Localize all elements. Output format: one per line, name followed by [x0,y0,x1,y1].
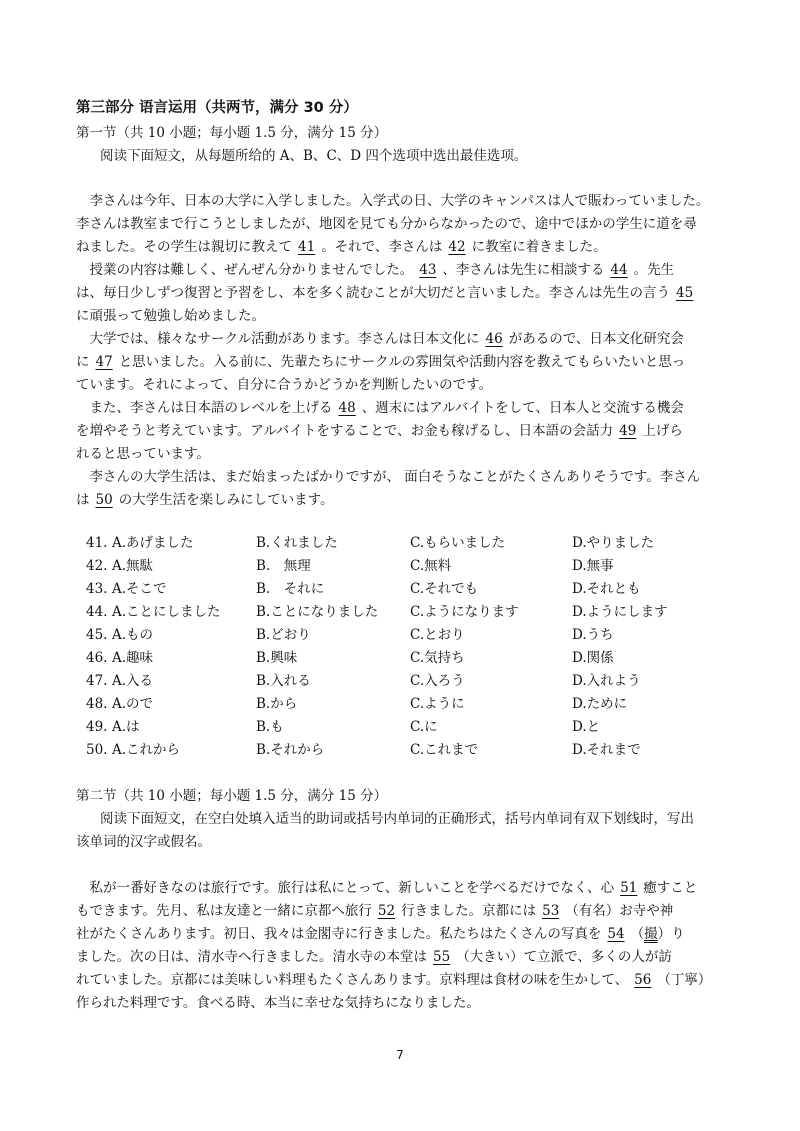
option-a[interactable]: A.無駄 [112,558,154,574]
option-b[interactable]: B.それから [256,742,325,758]
option-d[interactable]: D.無事 [572,558,614,574]
question-number: 42. [86,558,108,574]
passage1-line: 李さんの大学生活は、まだ始まったばかりですが、 面白そうなことがたくさんありそうです。李さん [89,469,701,485]
option-b[interactable]: B. それに [256,581,325,597]
passage1-line: 授業の内容は難しく、ぜんぜん分かりませんでした。 43 、李さんは先生に相談する 44 。先生 [89,262,675,278]
option-row-50 [76,740,716,760]
blank-43[interactable]: 43 [419,262,437,278]
option-b[interactable]: B.ことになりました [256,604,379,620]
blank-52[interactable]: 52 [377,903,396,919]
passage2-line: 作られた料理です。食べる時、本当に幸せな気持ちになりました。 [76,995,480,1011]
option-row-42 [76,556,716,576]
question-number: 47. [86,673,108,689]
option-a[interactable]: A.は [112,719,140,735]
option-a[interactable]: A.もの [112,627,154,643]
option-a[interactable]: A.趣味 [112,650,154,666]
passage1-line: 李さんは教室まで行こうとしましたが、地図を見ても分からなかったので、途中でほかの学生に道を尋 [76,216,697,232]
option-c[interactable]: C.もらいました [410,535,506,551]
option-b[interactable]: B.興味 [256,650,298,666]
blank-54[interactable]: 54 [607,926,625,942]
option-c[interactable]: C.とおり [410,627,465,643]
question-number: 45. [86,627,108,643]
option-row-47 [76,671,716,691]
part2-header: 第二节（共 10 小题；每小题 1.5 分，满分 15 分） [76,788,388,804]
question-number: 46. [86,650,108,666]
option-c[interactable]: C.ようになります [410,604,519,620]
option-d[interactable]: D.関係 [572,650,614,666]
option-row-46 [76,648,716,668]
option-d[interactable]: D.うち [572,627,614,643]
passage1-line: は 50 の大学生活を楽しみにしています。 [76,492,334,508]
option-c[interactable]: C.これまで [410,742,479,758]
passage1-line: 李さんは今年、日本の大学に入学しました。入学式の日、大学のキャンパスは人で賑わっていました。 [89,193,710,209]
option-c[interactable]: C.入ろう [410,673,465,689]
option-row-44 [76,602,716,622]
blank-55[interactable]: 55 [433,949,451,965]
part1-header: 第一节（共 10 小题；每小题 1.5 分，满分 15 分） [76,125,388,141]
part2-instruction: 阅读下面短文，在空白处填入适当的助词或括号内单词的正确形式，括号内单词有双下划线时，写出 [100,811,694,827]
option-a[interactable]: A.あげました [112,535,194,551]
passage1-line: ねました。その学生は親切に教えて 41 。それで、李さんは 42 に教室に着きました。 [76,239,607,255]
blank-50[interactable]: 50 [95,492,113,508]
option-b[interactable]: B.くれました [256,535,338,551]
option-d[interactable]: D.それまで [572,742,641,758]
blank-51[interactable]: 51 [620,880,638,896]
option-row-41 [76,533,716,553]
option-row-48 [76,694,716,714]
section-title: 第三部分 语言运用（共两节，满分 30 分） [76,100,358,116]
option-c[interactable]: C.無料 [410,558,452,574]
option-b[interactable]: B.入れる [256,673,311,689]
option-b[interactable]: B. 無理 [256,558,311,574]
blank-41[interactable]: 41 [298,239,316,255]
option-d[interactable]: D.入れよう [572,673,641,689]
option-d[interactable]: D.ようにします [572,604,668,620]
option-a[interactable]: A.これから [112,742,181,758]
question-number: 49. [86,719,108,735]
passage2-line: 社がたくさんあります。初日、我々は金閣寺に行きました。私たちはたくさんの写真を 54 （撮）り [76,926,685,942]
blank-56[interactable]: 56 [634,972,652,988]
option-a[interactable]: A.ことにしました [112,604,221,620]
question-number: 43. [86,581,108,597]
passage1-line: は、毎日少しずつ復習と予習をし、本を多く読むことが大切だと言いました。李さんは先生の言う 45 [76,283,699,303]
option-a[interactable]: A.ので [112,696,154,712]
passage2-line: もできます。先月、私は友達と一緒に京都へ旅行 52 行きました。京都には 53 （有名）お寺や神 [76,903,674,919]
question-number: 41. [86,535,108,551]
passage1-line: を増やそうと考えています。アルバイトをすることで、お金も稼げるし、日本語の会話力 49 上げら [76,423,683,439]
passage2-line: ました。次の日は、清水寺へ行きました。清水寺の本堂は 55 （大きい）て立派で、多くの人が訪 [76,949,672,965]
blank-44[interactable]: 44 [610,262,628,278]
option-c[interactable]: C.ように [410,696,465,712]
option-row-45 [76,625,716,645]
passage1-line: また、李さんは日本語のレベルを上げる 48 、週末にはアルバイトをして、日本人と交流する機会 [89,400,684,416]
blank-47[interactable]: 47 [95,354,113,370]
option-d[interactable]: D.それとも [572,581,641,597]
passage1-line: ています。それによって、自分に合うかどうかを判断したいのです。 [76,377,493,393]
blank-42[interactable]: 42 [448,239,466,255]
option-row-43 [76,579,716,599]
part2-instruction: 该单词的汉字或假名。 [76,834,211,850]
option-c[interactable]: C.に [410,719,438,735]
option-b[interactable]: B.から [256,696,298,712]
passage1-line: に頑張って勉強し始めました。 [76,308,265,324]
option-d[interactable]: D.やりました [572,535,655,551]
passage1-line: に 47 と思いました。入る前に、先輩たちにサークルの雰囲気や活動内容を教えてもらいたいと思っ [76,354,686,370]
page-number: 7 [396,1048,404,1062]
question-number: 48. [86,696,108,712]
passage2-line: 私が一番好きなのは旅行です。旅行は私にとって、新しいことを学べるだけでなく、心 51 癒すこと [89,880,698,896]
option-c[interactable]: C.気持ち [410,650,465,666]
blank-53[interactable]: 53 [542,903,560,919]
option-row-49 [76,717,716,737]
blank-48[interactable]: 48 [338,400,356,416]
question-number: 50. [86,742,108,758]
blank-46[interactable]: 46 [485,331,503,347]
blank-49[interactable]: 49 [619,423,637,439]
passage1-line: れると思っています。 [76,446,210,462]
question-number: 44. [86,604,108,620]
option-a[interactable]: A.入る [112,673,154,689]
blank-45[interactable]: 45 [676,285,694,301]
option-a[interactable]: A.そこで [112,581,167,597]
option-b[interactable]: B.も [256,719,284,735]
part1-instruction: 阅读下面短文，从每题所给的 A、B、C、D 四个选项中选出最佳选项。 [100,148,528,164]
passage2-line: れていました。京都には美味しい料理もたくさんあります。京料理は食材の味を生かして、 56 （丁寧） [76,972,712,988]
option-d[interactable]: D.ために [572,696,628,712]
option-b[interactable]: B.どおり [256,627,311,643]
option-c[interactable]: C.それでも [410,581,479,597]
double-underlined-word: 撮 [644,926,658,942]
passage1-line: 大学では、様々なサークル活動があります。李さんは日本文化に 46 があるので、日本文化研究会 [89,331,684,347]
option-d[interactable]: D.と [572,719,601,735]
